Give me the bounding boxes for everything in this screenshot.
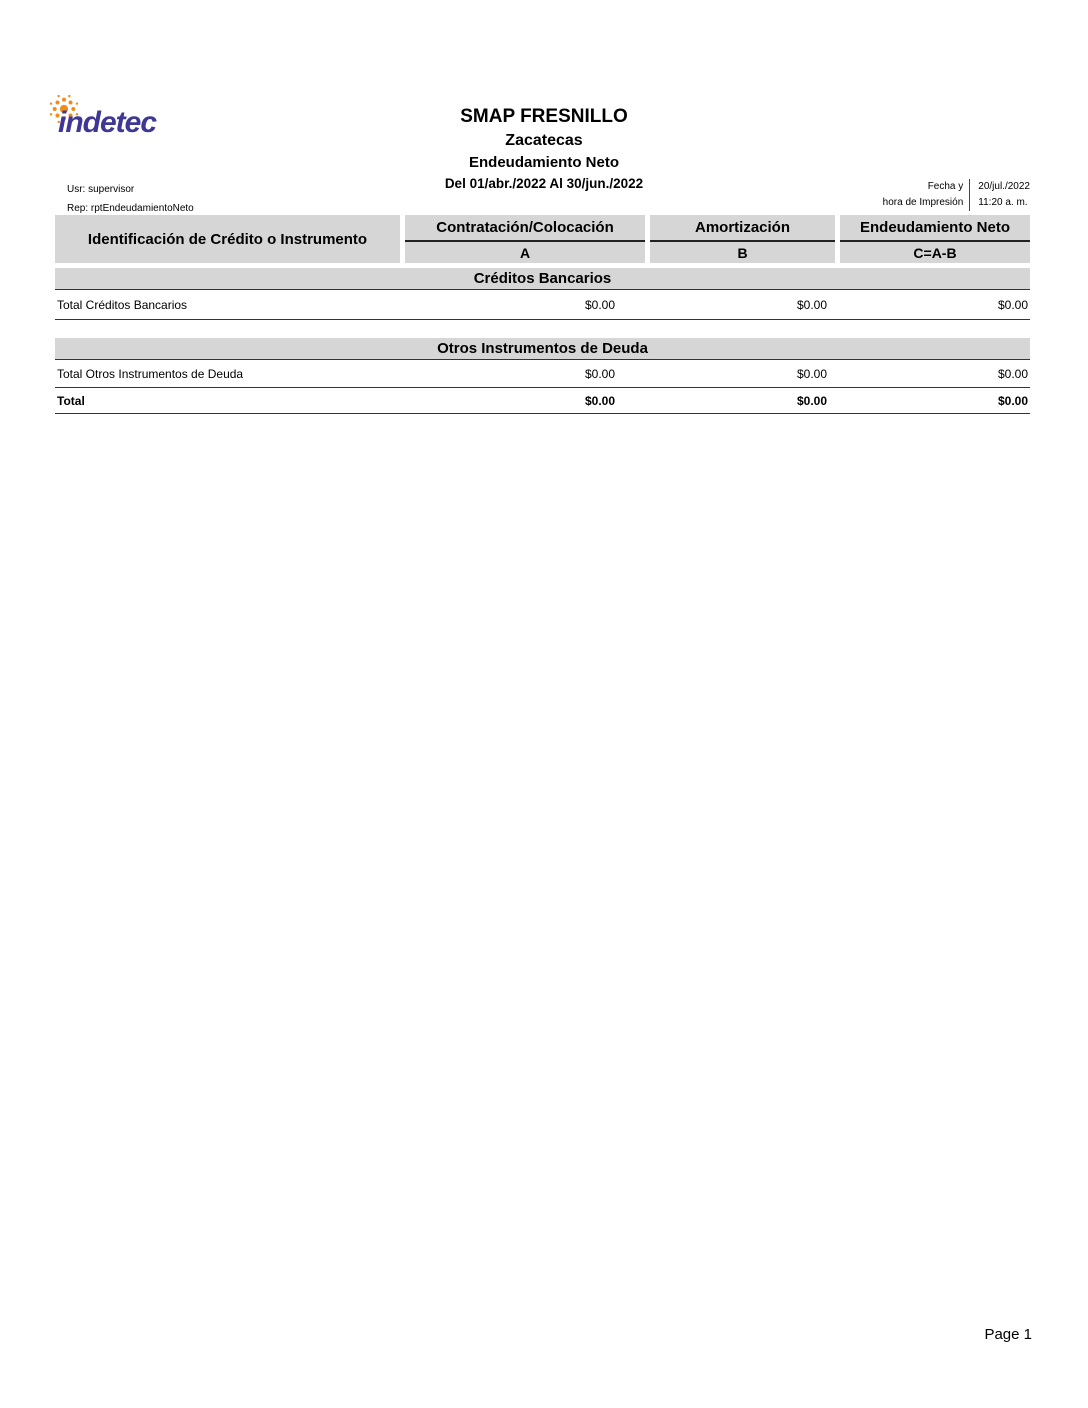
col-header-contratacion: Contratación/Colocación A	[405, 215, 645, 263]
col-header-identificacion: Identificación de Crédito o Instrumento	[55, 215, 400, 263]
table-row	[55, 360, 1030, 388]
amount-endeudamiento: $0.00	[997, 297, 1028, 312]
user-meta	[67, 180, 194, 218]
report-period: Del 01/abr./2022 Al 30/jun./2022	[444, 176, 644, 191]
total-amortizacion: $0.00	[796, 393, 827, 408]
total-label: Total	[57, 393, 85, 408]
section-gap	[55, 320, 1030, 333]
state-subtitle: Zacatecas	[505, 132, 583, 149]
col-header-endeudamiento: Endeudamiento Neto C=A-B	[840, 215, 1030, 263]
row-label: Total Créditos Bancarios	[57, 297, 188, 312]
print-date: 20/jul./2022	[978, 181, 1030, 192]
section-header-creditos-bancarios: Créditos Bancarios	[55, 268, 1030, 290]
table-header	[55, 215, 1030, 263]
total-contratacion: $0.00	[584, 393, 615, 408]
section-header-otros-instrumentos: Otros Instrumentos de Deuda	[55, 338, 1030, 360]
print-values	[969, 179, 1030, 211]
print-label: Fecha y hora de Impresión	[882, 181, 964, 208]
total-endeudamiento: $0.00	[997, 393, 1028, 408]
print-time: 11:20 a. m.	[978, 197, 1028, 208]
amount-amortizacion: $0.00	[796, 297, 827, 312]
company-title: SMAP FRESNILLO	[460, 106, 628, 127]
amount-endeudamiento: $0.00	[997, 366, 1028, 381]
logo-text: indetec	[58, 106, 157, 139]
user-label: Usr: supervisor	[67, 184, 135, 195]
report-id-label: Rep: rptEndeudamientoNeto	[67, 203, 194, 214]
report-table	[55, 215, 1030, 414]
amount-contratacion: $0.00	[584, 366, 615, 381]
amount-contratacion: $0.00	[584, 297, 615, 312]
print-meta	[883, 179, 1030, 211]
row-label: Total Otros Instrumentos de Deuda	[57, 366, 244, 381]
total-row	[55, 388, 1030, 414]
report-title: Endeudamiento Neto	[468, 154, 619, 171]
col-header-amortizacion: Amortización B	[650, 215, 835, 263]
table-row	[55, 290, 1030, 320]
amount-amortizacion: $0.00	[796, 366, 827, 381]
page-number: Page 1	[984, 1326, 1032, 1343]
